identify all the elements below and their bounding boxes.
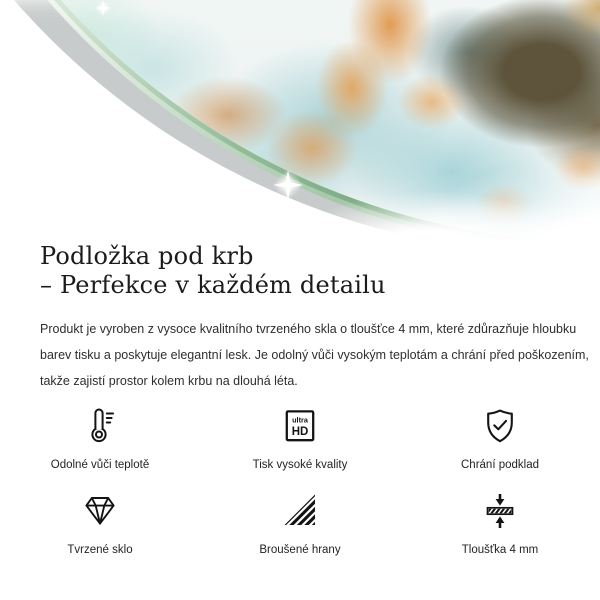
ultra-hd-badge-bottom: HD xyxy=(291,426,309,439)
shield-check-icon xyxy=(480,406,520,446)
feature-label: Odolné vůči teplotě xyxy=(50,459,150,471)
feature-print-quality xyxy=(200,406,400,473)
feature-heat-resistant xyxy=(0,406,200,473)
feature-label: Tvrzené sklo xyxy=(67,544,133,556)
feature-polished-edges xyxy=(200,491,400,558)
ultra-hd-icon xyxy=(280,406,320,446)
page-title-line1: Podložka pod krb xyxy=(40,242,254,270)
product-photo xyxy=(0,0,600,240)
beveled-edge-icon xyxy=(280,491,320,531)
thermometer-icon xyxy=(80,406,120,446)
photo-white-fade xyxy=(0,0,600,240)
diamond-icon xyxy=(80,491,120,531)
feature-tempered-glass xyxy=(0,491,200,558)
feature-label: Broušené hrany xyxy=(259,544,341,556)
description-line: barev tisku a poskytuje elegantní lesk. Je odolný vůči vysokým teplotám a chrání před poškozením, xyxy=(40,348,589,362)
thickness-icon xyxy=(480,491,520,531)
feature-thickness xyxy=(400,491,600,558)
feature-label: Tisk vysoké kvality xyxy=(252,459,348,471)
page-title xyxy=(40,240,560,300)
feature-protects-floor xyxy=(400,406,600,473)
description-line: Produkt je vyroben z vysoce kvalitního tvrzeného skla o tloušťce 4 mm, které zdůrazňuje hloubku xyxy=(40,322,577,336)
ultra-hd-badge-top: ultra xyxy=(292,415,308,425)
feature-label: Chrání podklad xyxy=(461,459,539,471)
page-title-line2: – Perfekce v každém detailu xyxy=(40,271,386,299)
description-line: takže zajistí prostor kolem krbu na dlouhá léta. xyxy=(40,374,298,388)
feature-grid xyxy=(0,406,600,558)
product-description xyxy=(40,316,589,394)
product-description-section xyxy=(0,240,600,558)
feature-label: Tloušťka 4 mm xyxy=(461,544,539,556)
